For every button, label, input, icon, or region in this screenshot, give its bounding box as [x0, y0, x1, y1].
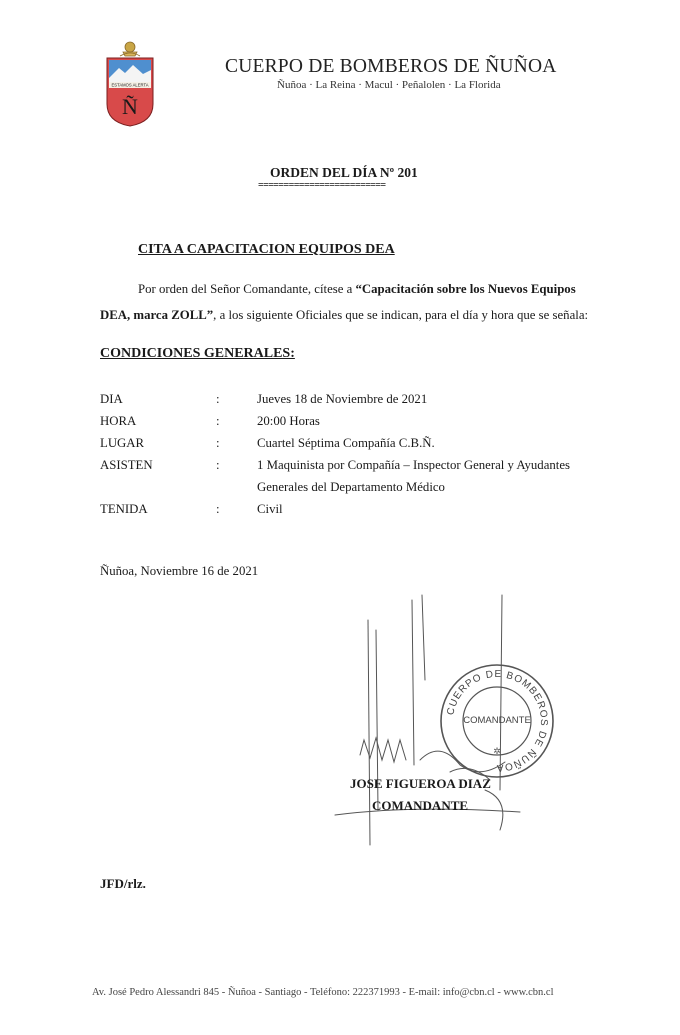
crest-motto: ESTAMOS ALERTA	[111, 82, 149, 88]
condition-value: 20:00 Horas	[257, 414, 320, 428]
crest-letter: Ñ	[122, 94, 138, 119]
condition-label: ASISTEN	[100, 458, 153, 472]
body-text: , a los siguiente Oficiales que se indican, para el día y hora que se señala:	[213, 308, 589, 322]
body-line-2	[100, 302, 600, 328]
commander-stamp	[438, 662, 556, 780]
organization-communes: Ñuñoa · La Reina · Macul · Peñalolen · La Florida	[277, 79, 501, 91]
condition-value: Generales del Departamento Médico	[257, 480, 445, 494]
condition-label: LUGAR	[100, 436, 145, 450]
order-title: ORDEN DEL DÍA Nº 201	[270, 165, 418, 180]
condition-value: Jueves 18 de Noviembre de 2021	[257, 392, 428, 406]
signatory-role: COMANDANTE	[372, 798, 469, 813]
condition-separator: :	[216, 392, 220, 406]
condition-value: Cuartel Séptima Compañía C.B.Ñ.	[257, 436, 435, 450]
signatory-name: JOSE FIGUEROA DIAZ	[350, 776, 491, 791]
organization-name: CUERPO DE BOMBEROS DE ÑUÑOA	[225, 56, 557, 77]
course-name: “Capacitación sobre los Nuevos Equipos	[355, 282, 576, 296]
condition-value: 1 Maquinista por Compañía – Inspector General y Ayudantes	[257, 458, 570, 472]
body-text: Por orden del Señor Comandante, cítese a	[138, 282, 356, 296]
reference-initials: JFD/rlz.	[100, 876, 146, 891]
condition-separator: :	[216, 436, 220, 450]
fire-department-crest-logo	[103, 38, 157, 128]
condition-label: HORA	[100, 414, 137, 428]
place-and-date: Ñuñoa, Noviembre 16 de 2021	[100, 564, 259, 578]
conditions-heading: CONDICIONES GENERALES:	[100, 346, 295, 361]
condition-value: Civil	[257, 502, 283, 516]
subject-heading: CITA A CAPACITACION EQUIPOS DEA	[138, 242, 395, 257]
condition-label: TENIDA	[100, 502, 148, 516]
stamp-ring-text: CUERPO DE BOMBEROS DE ÑUÑOA	[445, 668, 550, 774]
stamp-star-icon: ✲	[493, 746, 501, 756]
condition-separator: :	[216, 414, 220, 428]
body-line-1	[100, 276, 600, 302]
stamp-center-text: COMANDANTE	[463, 715, 531, 726]
body-paragraph	[100, 276, 600, 328]
title-rule: =========================	[258, 180, 386, 191]
condition-separator: :	[216, 458, 220, 472]
footer-contact: Av. José Pedro Alessandri 845 - Ñuñoa - Santiago - Teléfono: 222371993 - E-mail: info@cbn.cl - www.cbn.cl	[92, 987, 554, 998]
course-name-continued: DEA, marca ZOLL”	[100, 308, 214, 322]
condition-separator: :	[216, 502, 220, 516]
condition-label: DIA	[100, 392, 123, 406]
